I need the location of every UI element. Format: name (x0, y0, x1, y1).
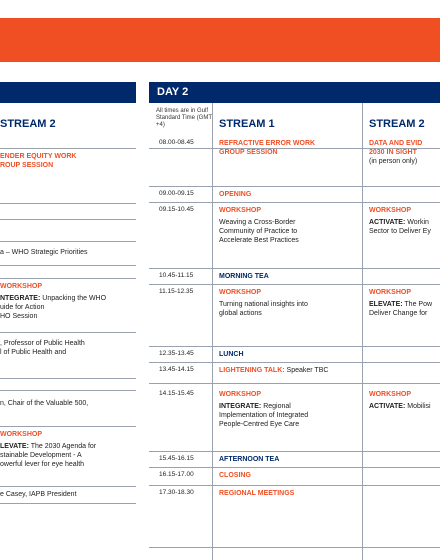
opening-label: OPENING (219, 191, 252, 198)
day1-priorities: a – WHO Strategic Priorities (0, 249, 88, 256)
day1-row-blank4 (0, 379, 136, 391)
day1-row-blank2 (0, 220, 136, 242)
workshop-integrate-text: INTEGRATE: Regional Implementation of Integrated People-Centred Eye Care (219, 403, 309, 428)
time-0900: 09.00-09.15 (159, 190, 194, 197)
afternoon-tea-label: AFTERNOON TEA (219, 456, 280, 463)
workshop-weaving-text: Weaving a Cross-Border Community of Practice to Accelerate Best Practices (219, 219, 299, 244)
workshop-activate-title: WORKSHOP (369, 207, 411, 214)
day1-row-workshop1 (0, 279, 136, 333)
workshop-mobilise-title: WORKSHOP (369, 391, 411, 398)
day1-header (0, 103, 136, 149)
time-1115: 11.15-12.35 (159, 288, 194, 295)
lightening-talk: LIGHTENING TALK: Speaker TBC (219, 367, 329, 374)
workshop-activate-text: ACTIVATE: Workin Sector to Deliver Ey (369, 219, 431, 235)
day1-row-president (0, 487, 136, 504)
day1-workshop2-text: LEVATE: The 2030 Agenda for stainable Development - A owerful lever for eye health (0, 443, 97, 468)
day1-workshop1-text: NTEGRATE: Unpacking the WHO uide for Action HO Session (0, 295, 107, 320)
day1-row-chair (0, 391, 136, 427)
time-1235: 12.35-13.45 (159, 350, 194, 357)
time-1045: 10.45-11.15 (159, 272, 194, 279)
day1-row-workshop2 (0, 427, 136, 487)
day2-row-1345 (149, 363, 440, 384)
time-1345: 13.45-14.15 (159, 366, 194, 373)
time-1545: 15.45-16.15 (159, 455, 194, 462)
day1-bar (0, 82, 136, 103)
data-evidence-title: DATA AND EVID 2030 IN SIGHT (369, 140, 423, 156)
day1-row-blank1 (0, 204, 136, 220)
time-1415: 14.15-15.45 (159, 390, 194, 397)
day2-stream1-label: STREAM 1 (219, 118, 275, 130)
in-person-note: (in person only) (369, 158, 418, 165)
day2-row-1615 (149, 468, 440, 486)
day2-row-1415 (149, 384, 440, 452)
workshop-elevate-title: WORKSHOP (369, 289, 411, 296)
times-note: All times are in Gulf Standard Time (GMT +4) (156, 108, 212, 128)
day1-session-title: ENDER EQUITY WORK ROUP SESSION (0, 153, 77, 169)
day1-row-session (0, 149, 136, 204)
day1-row-professor (0, 333, 136, 379)
day1-workshop2-title: WORKSHOP (0, 431, 42, 438)
day2-stream2-label: STREAM 2 (369, 118, 425, 130)
day2-row-1115 (149, 285, 440, 347)
workshop-turning-title: WORKSHOP (219, 289, 261, 296)
header-banner (0, 18, 440, 62)
morning-tea-label: MORNING TEA (219, 273, 269, 280)
workshop-mobilise-text: ACTIVATE: Mobilisi (369, 403, 431, 410)
time-1730: 17.30-18.30 (159, 489, 194, 496)
refractive-session: REFRACTIVE ERROR WORK GROUP SESSION (219, 140, 316, 156)
day1-professor: , Professor of Public Health l of Public Health and (0, 340, 85, 356)
day1-panel (0, 82, 136, 560)
day2-panel (149, 82, 440, 560)
day1-chair: n, Chair of the Valuable 500, (0, 400, 89, 407)
day2-row-0800 (149, 136, 440, 187)
day2-bar: DAY 2 (149, 82, 440, 103)
closing-label: CLOSING (219, 472, 251, 479)
workshop-turning-text: Turning national insights into global actions (219, 301, 308, 317)
day2-row-0900 (149, 187, 440, 203)
day1-president: e Casey, IAPB President (0, 491, 77, 498)
workshop-integrate-title: WORKSHOP (219, 391, 261, 398)
day1-stream2-label: STREAM 2 (0, 118, 56, 130)
day2-row-1045 (149, 269, 440, 285)
day2-row-1545 (149, 452, 440, 468)
workshop-elevate-text: ELEVATE: The Pow Deliver Change for (369, 301, 433, 317)
time-1615: 16.15-17.00 (159, 471, 194, 478)
workshop-weaving-title: WORKSHOP (219, 207, 261, 214)
time-0800: 08.00-08.45 (159, 139, 194, 146)
time-0915: 09.15-10.45 (159, 206, 194, 213)
day1-row-blank3 (0, 266, 136, 279)
day2-row-0915 (149, 203, 440, 269)
lunch-label: LUNCH (219, 351, 244, 358)
day1-workshop1-title: WORKSHOP (0, 283, 42, 290)
day2-row-1235 (149, 347, 440, 363)
regional-meetings-label: REGIONAL MEETINGS (219, 490, 295, 497)
day2-row-1730 (149, 486, 440, 548)
day1-row-priorities (0, 242, 136, 266)
